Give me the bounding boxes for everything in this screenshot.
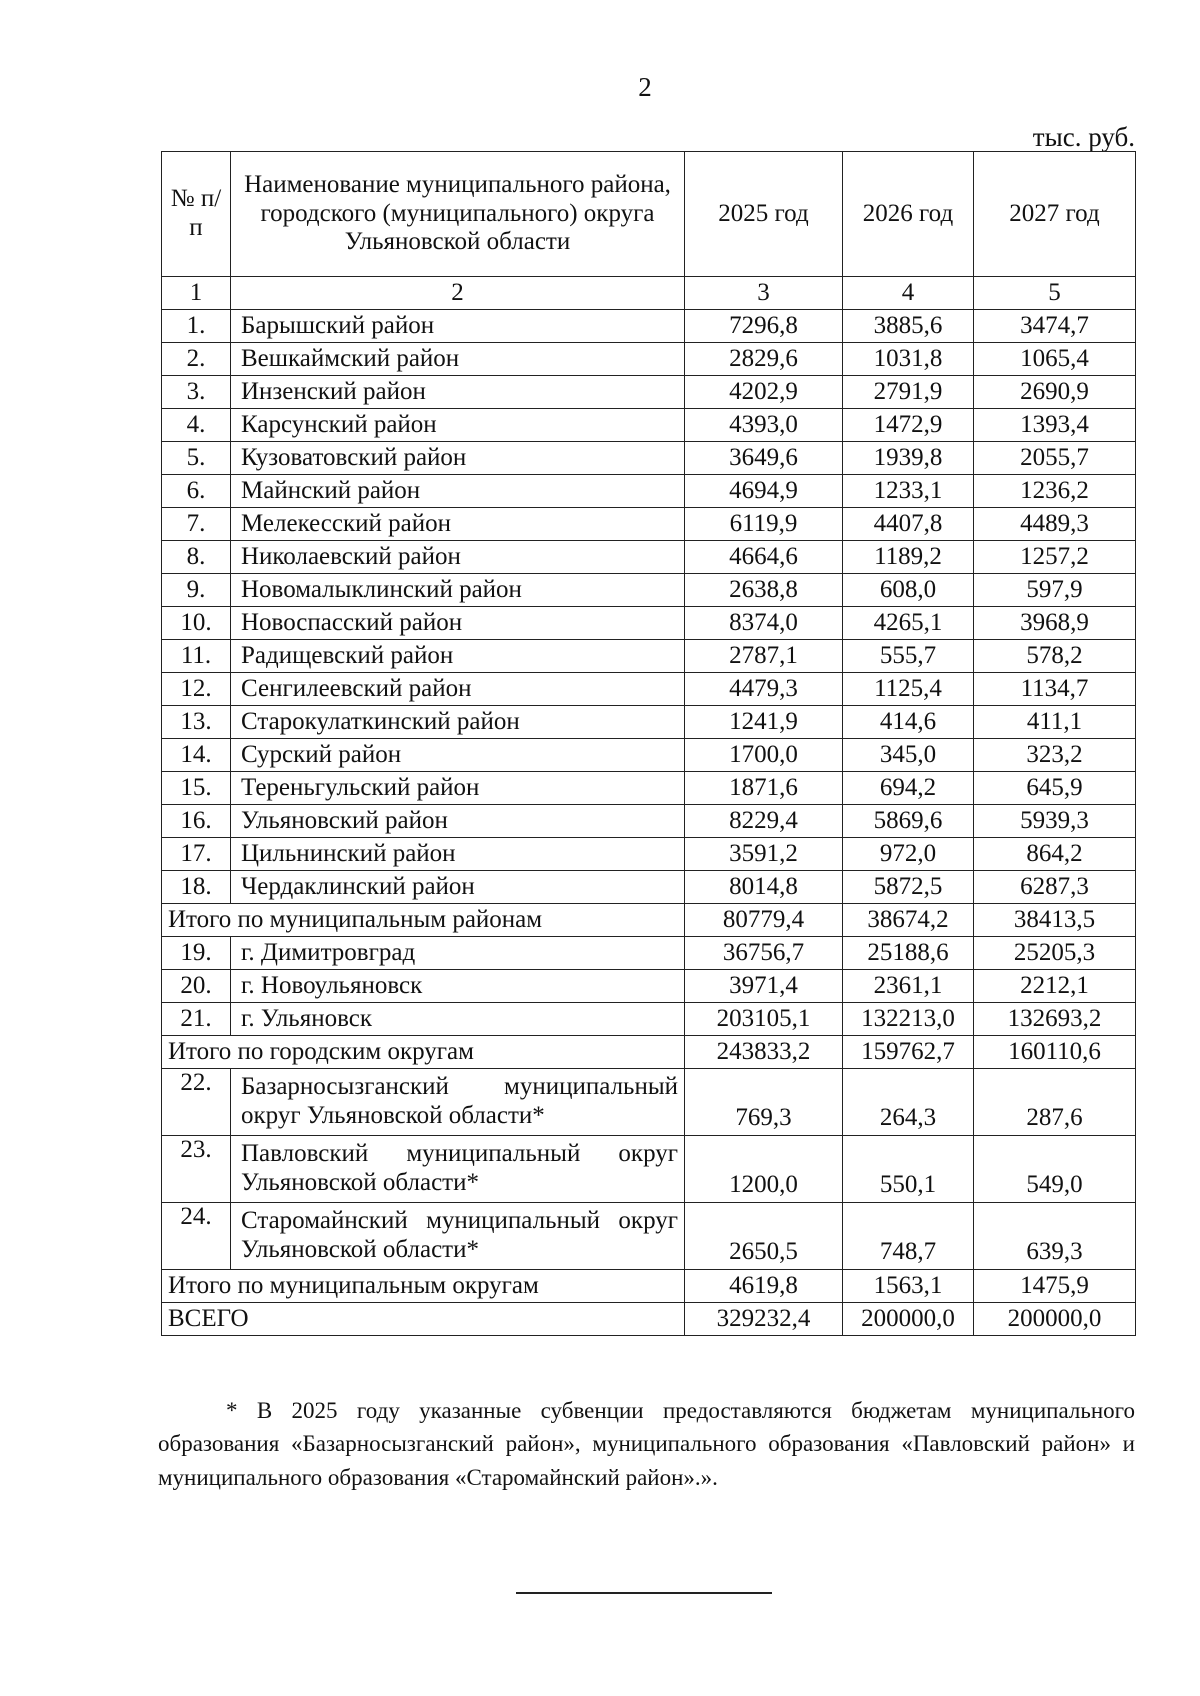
value-2027: 287,6	[974, 1069, 1136, 1136]
total-2026: 38674,2	[843, 904, 974, 937]
row-number: 17.	[162, 838, 231, 871]
table-row	[162, 475, 1136, 508]
row-number: 22.	[162, 1069, 231, 1136]
table-row	[162, 442, 1136, 475]
table-row	[162, 343, 1136, 376]
row-name: Николаевский район	[231, 541, 685, 574]
row-number: 20.	[162, 970, 231, 1003]
value-2026: 694,2	[843, 772, 974, 805]
subvention-table	[161, 151, 1136, 1336]
total-row	[162, 904, 1136, 937]
table-row	[162, 871, 1136, 904]
row-name: Сурский район	[231, 739, 685, 772]
row-number: 21.	[162, 1003, 231, 1036]
row-number: 14.	[162, 739, 231, 772]
row-name: г. Димитровград	[231, 937, 685, 970]
value-2027: 1236,2	[974, 475, 1136, 508]
column-index: 3	[685, 277, 843, 310]
total-2026: 159762,7	[843, 1036, 974, 1069]
value-2027: 1134,7	[974, 673, 1136, 706]
value-2026: 2791,9	[843, 376, 974, 409]
header-2026: 2026 год	[843, 152, 974, 277]
page-number: 2	[638, 72, 652, 102]
value-2026: 1233,1	[843, 475, 974, 508]
table-row	[162, 1003, 1136, 1036]
total-label: Итого по муниципальным округам	[162, 1270, 685, 1303]
row-name: Старомайнский муниципальный округ Ульяновской области*	[231, 1203, 685, 1270]
value-2027: 549,0	[974, 1136, 1136, 1203]
total-row	[162, 1270, 1136, 1303]
total-row	[162, 1036, 1136, 1069]
total-label: Итого по городским округам	[162, 1036, 685, 1069]
value-2026: 5869,6	[843, 805, 974, 838]
column-index: 1	[162, 277, 231, 310]
total-2027: 1475,9	[974, 1270, 1136, 1303]
row-number: 12.	[162, 673, 231, 706]
table-row	[162, 673, 1136, 706]
row-number: 4.	[162, 409, 231, 442]
row-number: 7.	[162, 508, 231, 541]
row-number: 16.	[162, 805, 231, 838]
column-index: 2	[231, 277, 685, 310]
value-2027: 323,2	[974, 739, 1136, 772]
footnote	[158, 1394, 1135, 1494]
value-2025: 4202,9	[685, 376, 843, 409]
row-name: Тереньгульский район	[231, 772, 685, 805]
row-number: 24.	[162, 1203, 231, 1270]
value-2025: 4694,9	[685, 475, 843, 508]
value-2026: 550,1	[843, 1136, 974, 1203]
value-2025: 4479,3	[685, 673, 843, 706]
value-2025: 1200,0	[685, 1136, 843, 1203]
column-index: 4	[843, 277, 974, 310]
row-name: г. Ульяновск	[231, 1003, 685, 1036]
table-row	[162, 1203, 1136, 1270]
value-2026: 1189,2	[843, 541, 974, 574]
row-number: 23.	[162, 1136, 231, 1203]
value-2027: 5939,3	[974, 805, 1136, 838]
table-row	[162, 508, 1136, 541]
closing-rule	[516, 1592, 772, 1594]
row-name: Павловский муниципальный округ Ульяновской области*	[231, 1136, 685, 1203]
value-2027: 1393,4	[974, 409, 1136, 442]
value-2026: 608,0	[843, 574, 974, 607]
footnote-text: * В 2025 году указанные субвенции предоставляются бюджетам муниципального образования «Базарносызганский район», муниципального образования «Павловский район» и муниципального образования «Старомайнский район».».	[158, 1398, 1135, 1490]
total-label: ВСЕГО	[162, 1303, 685, 1336]
table-row	[162, 937, 1136, 970]
value-2026: 748,7	[843, 1203, 974, 1270]
value-2027: 639,3	[974, 1203, 1136, 1270]
value-2026: 1125,4	[843, 673, 974, 706]
value-2026: 4265,1	[843, 607, 974, 640]
table-row	[162, 838, 1136, 871]
table-row	[162, 706, 1136, 739]
row-name: Барышский район	[231, 310, 685, 343]
row-name: Цильнинский район	[231, 838, 685, 871]
row-name: Вешкаймский район	[231, 343, 685, 376]
value-2026: 2361,1	[843, 970, 974, 1003]
row-name: Сенгилеевский район	[231, 673, 685, 706]
value-2026: 3885,6	[843, 310, 974, 343]
row-number: 19.	[162, 937, 231, 970]
row-number: 15.	[162, 772, 231, 805]
value-2025: 8374,0	[685, 607, 843, 640]
value-2026: 972,0	[843, 838, 974, 871]
row-number: 9.	[162, 574, 231, 607]
value-2025: 1241,9	[685, 706, 843, 739]
value-2027: 2212,1	[974, 970, 1136, 1003]
row-name: Новомалыклинский район	[231, 574, 685, 607]
header-2027: 2027 год	[974, 152, 1136, 277]
value-2025: 4393,0	[685, 409, 843, 442]
value-2025: 203105,1	[685, 1003, 843, 1036]
table-row	[162, 607, 1136, 640]
total-2025: 80779,4	[685, 904, 843, 937]
row-name: Карсунский район	[231, 409, 685, 442]
total-2026: 200000,0	[843, 1303, 974, 1336]
value-2026: 264,3	[843, 1069, 974, 1136]
table-row	[162, 1069, 1136, 1136]
value-2025: 8014,8	[685, 871, 843, 904]
table-row	[162, 739, 1136, 772]
row-name: Инзенский район	[231, 376, 685, 409]
value-2026: 25188,6	[843, 937, 974, 970]
value-2027: 864,2	[974, 838, 1136, 871]
row-number: 6.	[162, 475, 231, 508]
value-2025: 3649,6	[685, 442, 843, 475]
total-2026: 1563,1	[843, 1270, 974, 1303]
row-name: Чердаклинский район	[231, 871, 685, 904]
total-2025: 329232,4	[685, 1303, 843, 1336]
row-number: 1.	[162, 310, 231, 343]
value-2025: 2650,5	[685, 1203, 843, 1270]
value-2026: 345,0	[843, 739, 974, 772]
value-2027: 578,2	[974, 640, 1136, 673]
value-2025: 36756,7	[685, 937, 843, 970]
value-2026: 132213,0	[843, 1003, 974, 1036]
value-2027: 645,9	[974, 772, 1136, 805]
row-number: 18.	[162, 871, 231, 904]
total-2025: 4619,8	[685, 1270, 843, 1303]
value-2027: 1257,2	[974, 541, 1136, 574]
value-2025: 3971,4	[685, 970, 843, 1003]
value-2025: 2638,8	[685, 574, 843, 607]
table-row	[162, 409, 1136, 442]
units-label: тыс. руб.	[1032, 122, 1135, 152]
total-2027: 38413,5	[974, 904, 1136, 937]
value-2025: 1700,0	[685, 739, 843, 772]
row-number: 13.	[162, 706, 231, 739]
value-2027: 597,9	[974, 574, 1136, 607]
row-name: Базарносызганский муниципальный округ Ульяновской области*	[231, 1069, 685, 1136]
column-index: 5	[974, 277, 1136, 310]
value-2025: 2829,6	[685, 343, 843, 376]
value-2025: 4664,6	[685, 541, 843, 574]
value-2026: 1031,8	[843, 343, 974, 376]
total-row	[162, 1303, 1136, 1336]
row-number: 3.	[162, 376, 231, 409]
value-2027: 3474,7	[974, 310, 1136, 343]
header-num: № п/п	[162, 152, 231, 277]
row-number: 10.	[162, 607, 231, 640]
table-row	[162, 376, 1136, 409]
total-2027: 160110,6	[974, 1036, 1136, 1069]
row-name: Радищевский район	[231, 640, 685, 673]
value-2025: 6119,9	[685, 508, 843, 541]
value-2026: 5872,5	[843, 871, 974, 904]
table-row	[162, 805, 1136, 838]
row-name: Старокулаткинский район	[231, 706, 685, 739]
row-name: Мелекесский район	[231, 508, 685, 541]
total-2027: 200000,0	[974, 1303, 1136, 1336]
value-2026: 1939,8	[843, 442, 974, 475]
value-2026: 555,7	[843, 640, 974, 673]
value-2025: 1871,6	[685, 772, 843, 805]
value-2025: 2787,1	[685, 640, 843, 673]
value-2027: 2055,7	[974, 442, 1136, 475]
row-name: Новоспасский район	[231, 607, 685, 640]
value-2027: 411,1	[974, 706, 1136, 739]
row-name: г. Новоульяновск	[231, 970, 685, 1003]
table-row	[162, 310, 1136, 343]
table-row	[162, 640, 1136, 673]
value-2026: 4407,8	[843, 508, 974, 541]
row-number: 5.	[162, 442, 231, 475]
row-name: Кузоватовский район	[231, 442, 685, 475]
value-2027: 25205,3	[974, 937, 1136, 970]
table-row	[162, 1136, 1136, 1203]
value-2025: 8229,4	[685, 805, 843, 838]
table-row	[162, 574, 1136, 607]
table-row	[162, 541, 1136, 574]
row-number: 11.	[162, 640, 231, 673]
column-index-row	[162, 277, 1136, 310]
value-2026: 1472,9	[843, 409, 974, 442]
value-2025: 3591,2	[685, 838, 843, 871]
value-2027: 4489,3	[974, 508, 1136, 541]
row-number: 8.	[162, 541, 231, 574]
value-2027: 6287,3	[974, 871, 1136, 904]
header-row	[162, 152, 1136, 277]
value-2025: 7296,8	[685, 310, 843, 343]
value-2027: 132693,2	[974, 1003, 1136, 1036]
header-2025: 2025 год	[685, 152, 843, 277]
table-row	[162, 970, 1136, 1003]
header-name: Наименование муниципального района, городского (муниципального) округа Ульяновской области	[231, 152, 685, 277]
table-row	[162, 772, 1136, 805]
row-number: 2.	[162, 343, 231, 376]
value-2027: 1065,4	[974, 343, 1136, 376]
total-2025: 243833,2	[685, 1036, 843, 1069]
total-label: Итого по муниципальным районам	[162, 904, 685, 937]
value-2025: 769,3	[685, 1069, 843, 1136]
row-name: Ульяновский район	[231, 805, 685, 838]
value-2027: 3968,9	[974, 607, 1136, 640]
value-2027: 2690,9	[974, 376, 1136, 409]
value-2026: 414,6	[843, 706, 974, 739]
row-name: Майнский район	[231, 475, 685, 508]
